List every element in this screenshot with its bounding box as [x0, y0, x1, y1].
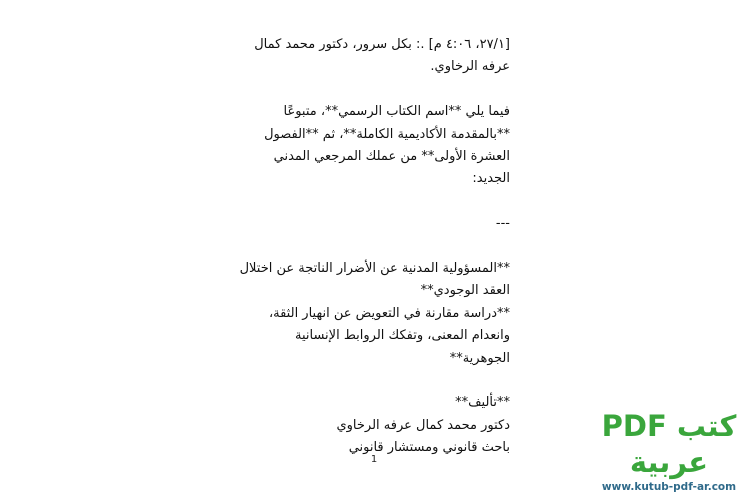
watermark-url: www.kutub-pdf-ar.com: [601, 481, 737, 493]
blank-line: [238, 370, 510, 392]
blank-line: [238, 236, 510, 258]
blank-line: [238, 79, 510, 101]
authorship-label: **تأليف**: [455, 395, 510, 411]
site-watermark: [594, 408, 744, 494]
intro-paragraph: فيما يلي **اسم الكتاب الرسمي**، متبوعًا **بالمقدمة الأكاديمية الكاملة**، ثم **الفصول العشرة الأولى** من عملك المرجعي المدني الجديد:: [264, 104, 510, 187]
author-role: باحث قانوني ومستشار قانوني: [348, 440, 510, 456]
blank-line: [238, 191, 510, 213]
page-number: 1: [370, 454, 378, 465]
message-header-paragraph: [٢٧/١، ٤:٠٦ م] .: بكل سرور، دكتور محمد كمال عرفه الرخاوي.: [254, 37, 510, 75]
document-body: [238, 34, 510, 460]
author-name: دكتور محمد كمال عرفه الرخاوي: [336, 417, 510, 433]
book-subtitle: **دراسة مقارنة في التعويض عن انهيار الثقة، وانعدام المعنى، وتفكك الروابط الإنسانية الجوهرية**: [268, 305, 510, 366]
book-title: **المسؤولية المدنية عن الأضرار الناتجة عن اختلال العقد الوجودي**: [239, 261, 510, 299]
watermark-logo-text: كتب PDF عربية: [601, 409, 737, 479]
separator-line: ---: [495, 216, 510, 232]
